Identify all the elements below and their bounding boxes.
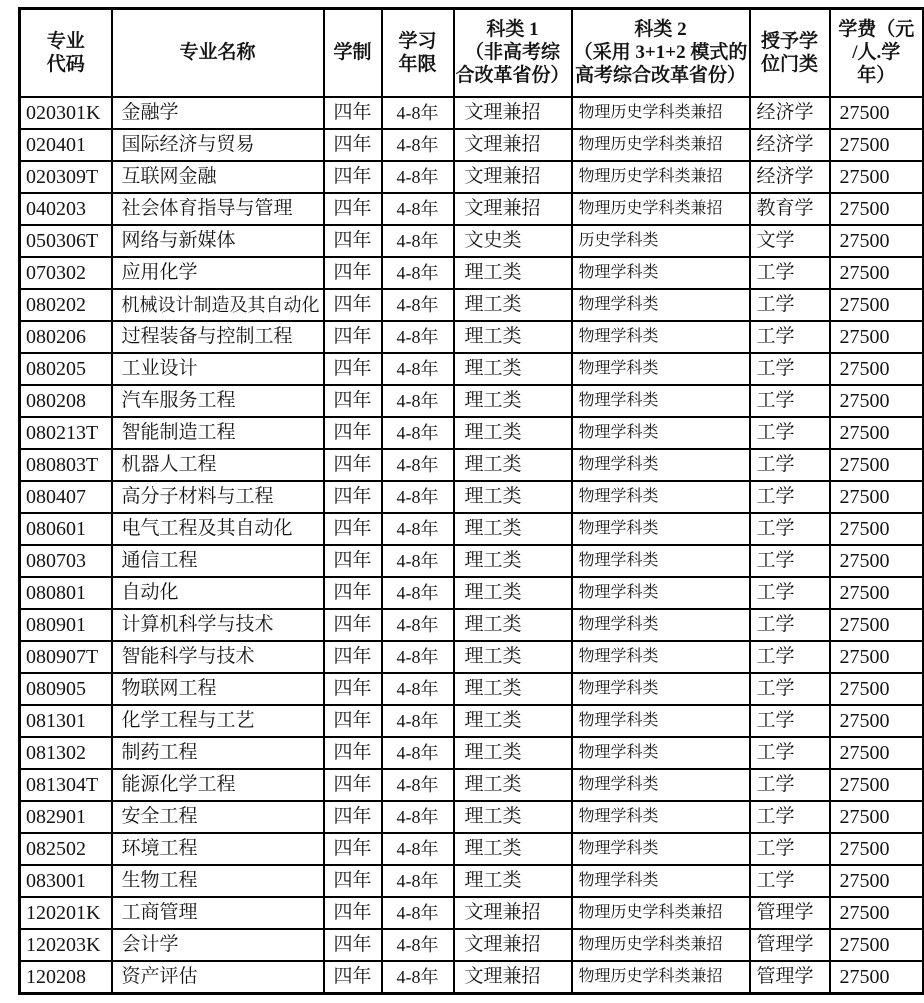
cell-degree: 工学 — [750, 321, 830, 353]
cell-degree: 工学 — [750, 833, 830, 865]
cell-years: 4-8年 — [382, 161, 454, 193]
cell-cat2: 物理学科类 — [572, 865, 750, 897]
cell-tuition: 27500 — [830, 897, 924, 929]
cell-code: 080901 — [20, 609, 112, 641]
header-line: 科类 2 — [634, 19, 687, 41]
cell-code: 080601 — [20, 513, 112, 545]
cell-name: 智能制造工程 — [112, 417, 324, 449]
cell-years: 4-8年 — [382, 673, 454, 705]
cell-code: 080205 — [20, 353, 112, 385]
cell-cat2: 物理学科类 — [572, 673, 750, 705]
cell-cat2: 物理学科类 — [572, 385, 750, 417]
cell-years: 4-8年 — [382, 833, 454, 865]
cell-degree: 工学 — [750, 289, 830, 321]
table-row — [20, 961, 924, 994]
cell-name: 通信工程 — [112, 545, 324, 577]
cell-degree: 教育学 — [750, 193, 830, 225]
cell-years: 4-8年 — [382, 225, 454, 257]
table-row — [20, 129, 924, 161]
cell-duration: 四年 — [324, 449, 382, 481]
header-line: 高考综合改革省份） — [574, 65, 746, 87]
cell-years: 4-8年 — [382, 449, 454, 481]
cell-tuition: 27500 — [830, 513, 924, 545]
cell-degree: 工学 — [750, 769, 830, 801]
cell-cat1: 理工类 — [454, 577, 572, 609]
cell-code: 020401 — [20, 129, 112, 161]
cell-degree: 工学 — [750, 641, 830, 673]
table-row — [20, 833, 924, 865]
cell-degree: 工学 — [750, 417, 830, 449]
cell-years: 4-8年 — [382, 769, 454, 801]
cell-duration: 四年 — [324, 577, 382, 609]
table-row — [20, 321, 924, 353]
cell-cat1: 理工类 — [454, 865, 572, 897]
cell-duration: 四年 — [324, 865, 382, 897]
header-line: （非高考综 — [464, 42, 560, 64]
cell-tuition: 27500 — [830, 193, 924, 225]
cell-name: 互联网金融 — [112, 161, 324, 193]
cell-degree: 工学 — [750, 801, 830, 833]
cell-code: 082901 — [20, 801, 112, 833]
table-header — [20, 9, 924, 97]
header-line: 科类 1 — [486, 19, 539, 41]
cell-name: 汽车服务工程 — [112, 385, 324, 417]
table-row — [20, 737, 924, 769]
cell-tuition: 27500 — [830, 737, 924, 769]
header-line: 年） — [857, 65, 896, 87]
cell-cat1: 理工类 — [454, 481, 572, 513]
cell-duration: 四年 — [324, 769, 382, 801]
cell-tuition: 27500 — [830, 321, 924, 353]
cell-years: 4-8年 — [382, 897, 454, 929]
cell-years: 4-8年 — [382, 481, 454, 513]
cell-tuition: 27500 — [830, 353, 924, 385]
cell-name: 智能科学与技术 — [112, 641, 324, 673]
header-line: 代码 — [46, 53, 85, 75]
cell-cat2: 物理历史学科类兼招 — [572, 897, 750, 929]
cell-cat1: 文史类 — [454, 225, 572, 257]
cell-name: 环境工程 — [112, 833, 324, 865]
cell-years: 4-8年 — [382, 385, 454, 417]
header-line: 授予学 — [760, 30, 818, 52]
cell-code: 081301 — [20, 705, 112, 737]
cell-tuition: 27500 — [830, 577, 924, 609]
cell-degree: 经济学 — [750, 97, 830, 129]
cell-code: 120203K — [20, 929, 112, 961]
cell-cat2: 物理学科类 — [572, 257, 750, 289]
cell-duration: 四年 — [324, 961, 382, 994]
cell-cat2: 物理学科类 — [572, 481, 750, 513]
cell-name: 应用化学 — [112, 257, 324, 289]
cell-years: 4-8年 — [382, 353, 454, 385]
cell-cat1: 文理兼招 — [454, 929, 572, 961]
cell-tuition: 27500 — [830, 961, 924, 994]
cell-tuition: 27500 — [830, 545, 924, 577]
cell-tuition: 27500 — [830, 481, 924, 513]
cell-name: 高分子材料与工程 — [112, 481, 324, 513]
cell-cat2: 物理学科类 — [572, 577, 750, 609]
cell-cat1: 理工类 — [454, 801, 572, 833]
cell-duration: 四年 — [324, 545, 382, 577]
cell-code: 083001 — [20, 865, 112, 897]
cell-duration: 四年 — [324, 353, 382, 385]
cell-degree: 工学 — [750, 385, 830, 417]
cell-name: 计算机科学与技术 — [112, 609, 324, 641]
cell-years: 4-8年 — [382, 321, 454, 353]
table-row — [20, 289, 924, 321]
cell-code: 120208 — [20, 961, 112, 994]
cell-tuition: 27500 — [830, 705, 924, 737]
cell-code: 082502 — [20, 833, 112, 865]
cell-code: 020309T — [20, 161, 112, 193]
cell-duration: 四年 — [324, 673, 382, 705]
cell-code: 080202 — [20, 289, 112, 321]
cell-cat2: 物理学科类 — [572, 801, 750, 833]
column-header-cat1 — [454, 9, 572, 97]
table-row — [20, 513, 924, 545]
cell-cat1: 理工类 — [454, 449, 572, 481]
cell-name: 电气工程及其自动化 — [112, 513, 324, 545]
cell-tuition: 27500 — [830, 865, 924, 897]
cell-duration: 四年 — [324, 257, 382, 289]
cell-years: 4-8年 — [382, 289, 454, 321]
cell-years: 4-8年 — [382, 929, 454, 961]
cell-code: 080208 — [20, 385, 112, 417]
column-header-code — [20, 9, 112, 97]
cell-cat1: 文理兼招 — [454, 97, 572, 129]
cell-degree: 工学 — [750, 353, 830, 385]
cell-years: 4-8年 — [382, 961, 454, 994]
cell-name: 能源化学工程 — [112, 769, 324, 801]
cell-cat2: 物理学科类 — [572, 321, 750, 353]
cell-name: 安全工程 — [112, 801, 324, 833]
table-row — [20, 385, 924, 417]
cell-cat1: 理工类 — [454, 705, 572, 737]
cell-degree: 工学 — [750, 545, 830, 577]
cell-cat1: 理工类 — [454, 353, 572, 385]
cell-years: 4-8年 — [382, 705, 454, 737]
cell-duration: 四年 — [324, 193, 382, 225]
cell-name: 制药工程 — [112, 737, 324, 769]
table-row — [20, 417, 924, 449]
header-line: （采用 3+1+2 模式的 — [573, 42, 748, 64]
cell-degree: 管理学 — [750, 897, 830, 929]
column-header-name — [112, 9, 324, 97]
cell-degree: 管理学 — [750, 929, 830, 961]
cell-cat2: 物理历史学科类兼招 — [572, 961, 750, 994]
cell-duration: 四年 — [324, 737, 382, 769]
cell-degree: 经济学 — [750, 129, 830, 161]
cell-cat1: 理工类 — [454, 321, 572, 353]
cell-cat1: 理工类 — [454, 641, 572, 673]
cell-code: 020301K — [20, 97, 112, 129]
table-row — [20, 801, 924, 833]
cell-duration: 四年 — [324, 705, 382, 737]
cell-name: 机器人工程 — [112, 449, 324, 481]
cell-tuition: 27500 — [830, 641, 924, 673]
cell-duration: 四年 — [324, 225, 382, 257]
cell-code: 080803T — [20, 449, 112, 481]
cell-cat1: 文理兼招 — [454, 897, 572, 929]
table-row — [20, 449, 924, 481]
cell-name: 金融学 — [112, 97, 324, 129]
cell-degree: 经济学 — [750, 161, 830, 193]
header-line: 年限 — [398, 53, 437, 75]
header-row — [20, 9, 924, 97]
cell-cat1: 文理兼招 — [454, 161, 572, 193]
cell-name: 工商管理 — [112, 897, 324, 929]
cell-cat1: 文理兼招 — [454, 193, 572, 225]
table-body — [20, 97, 924, 994]
cell-years: 4-8年 — [382, 801, 454, 833]
cell-years: 4-8年 — [382, 97, 454, 129]
majors-table — [18, 7, 924, 995]
cell-cat2: 物理学科类 — [572, 289, 750, 321]
cell-tuition: 27500 — [830, 161, 924, 193]
cell-tuition: 27500 — [830, 449, 924, 481]
cell-years: 4-8年 — [382, 129, 454, 161]
cell-tuition: 27500 — [830, 609, 924, 641]
cell-tuition: 27500 — [830, 929, 924, 961]
cell-code: 080907T — [20, 641, 112, 673]
cell-cat2: 物理历史学科类兼招 — [572, 129, 750, 161]
column-header-duration — [324, 9, 382, 97]
cell-cat2: 物理学科类 — [572, 769, 750, 801]
header-line: 位门类 — [760, 53, 818, 75]
cell-years: 4-8年 — [382, 609, 454, 641]
cell-years: 4-8年 — [382, 545, 454, 577]
cell-tuition: 27500 — [830, 673, 924, 705]
table-row — [20, 161, 924, 193]
cell-code: 080213T — [20, 417, 112, 449]
cell-tuition: 27500 — [830, 801, 924, 833]
cell-name: 化学工程与工艺 — [112, 705, 324, 737]
table-row — [20, 641, 924, 673]
cell-cat2: 物理历史学科类兼招 — [572, 161, 750, 193]
cell-tuition: 27500 — [830, 225, 924, 257]
table-row — [20, 673, 924, 705]
cell-name: 国际经济与贸易 — [112, 129, 324, 161]
cell-cat2: 物理学科类 — [572, 417, 750, 449]
cell-cat1: 文理兼招 — [454, 961, 572, 994]
cell-degree: 工学 — [750, 257, 830, 289]
cell-name: 工业设计 — [112, 353, 324, 385]
cell-code: 120201K — [20, 897, 112, 929]
cell-duration: 四年 — [324, 417, 382, 449]
cell-cat1: 理工类 — [454, 673, 572, 705]
cell-cat2: 历史学科类 — [572, 225, 750, 257]
cell-degree: 工学 — [750, 865, 830, 897]
cell-degree: 文学 — [750, 225, 830, 257]
cell-code: 081304T — [20, 769, 112, 801]
cell-cat1: 理工类 — [454, 609, 572, 641]
table-row — [20, 897, 924, 929]
column-header-degree — [750, 9, 830, 97]
column-header-years — [382, 9, 454, 97]
cell-degree: 工学 — [750, 737, 830, 769]
cell-years: 4-8年 — [382, 577, 454, 609]
cell-degree: 工学 — [750, 673, 830, 705]
cell-cat1: 文理兼招 — [454, 129, 572, 161]
header-line: /人.学 — [852, 42, 901, 64]
cell-name: 机械设计制造及其自动化 — [112, 289, 324, 321]
cell-cat2: 物理历史学科类兼招 — [572, 929, 750, 961]
cell-duration: 四年 — [324, 97, 382, 129]
table-row — [20, 545, 924, 577]
cell-cat2: 物理学科类 — [572, 705, 750, 737]
cell-tuition: 27500 — [830, 417, 924, 449]
cell-tuition: 27500 — [830, 769, 924, 801]
cell-duration: 四年 — [324, 481, 382, 513]
table-row — [20, 865, 924, 897]
table-row — [20, 225, 924, 257]
cell-years: 4-8年 — [382, 513, 454, 545]
table-row — [20, 609, 924, 641]
cell-duration: 四年 — [324, 833, 382, 865]
table-row — [20, 769, 924, 801]
cell-tuition: 27500 — [830, 129, 924, 161]
cell-cat2: 物理学科类 — [572, 449, 750, 481]
cell-degree: 工学 — [750, 449, 830, 481]
table-row — [20, 353, 924, 385]
cell-duration: 四年 — [324, 641, 382, 673]
cell-name: 物联网工程 — [112, 673, 324, 705]
cell-degree: 管理学 — [750, 961, 830, 994]
column-header-cat2 — [572, 9, 750, 97]
cell-cat2: 物理学科类 — [572, 833, 750, 865]
cell-duration: 四年 — [324, 161, 382, 193]
cell-tuition: 27500 — [830, 385, 924, 417]
cell-duration: 四年 — [324, 929, 382, 961]
header-line: 专业名称 — [179, 42, 256, 64]
cell-cat1: 理工类 — [454, 737, 572, 769]
table-row — [20, 97, 924, 129]
table-row — [20, 577, 924, 609]
cell-years: 4-8年 — [382, 193, 454, 225]
cell-code: 070302 — [20, 257, 112, 289]
cell-code: 081302 — [20, 737, 112, 769]
cell-tuition: 27500 — [830, 833, 924, 865]
cell-degree: 工学 — [750, 705, 830, 737]
cell-cat2: 物理学科类 — [572, 609, 750, 641]
cell-tuition: 27500 — [830, 257, 924, 289]
cell-cat1: 理工类 — [454, 513, 572, 545]
cell-cat2: 物理历史学科类兼招 — [572, 193, 750, 225]
cell-duration: 四年 — [324, 609, 382, 641]
cell-cat1: 理工类 — [454, 769, 572, 801]
cell-cat1: 理工类 — [454, 385, 572, 417]
header-line: 合改革省份） — [455, 65, 570, 87]
cell-cat2: 物理学科类 — [572, 353, 750, 385]
cell-cat2: 物理学科类 — [572, 545, 750, 577]
cell-name: 网络与新媒体 — [112, 225, 324, 257]
cell-cat1: 理工类 — [454, 257, 572, 289]
cell-years: 4-8年 — [382, 641, 454, 673]
cell-degree: 工学 — [750, 577, 830, 609]
cell-name: 资产评估 — [112, 961, 324, 994]
cell-degree: 工学 — [750, 481, 830, 513]
table-row — [20, 481, 924, 513]
cell-code: 080905 — [20, 673, 112, 705]
cell-cat2: 物理学科类 — [572, 737, 750, 769]
cell-duration: 四年 — [324, 513, 382, 545]
cell-years: 4-8年 — [382, 865, 454, 897]
header-line: 学制 — [333, 42, 372, 64]
header-line: 学费（元 — [838, 19, 915, 41]
header-line: 专业 — [46, 30, 85, 52]
cell-name: 自动化 — [112, 577, 324, 609]
header-line: 学习 — [398, 30, 437, 52]
cell-name: 社会体育指导与管理 — [112, 193, 324, 225]
cell-tuition: 27500 — [830, 289, 924, 321]
cell-years: 4-8年 — [382, 417, 454, 449]
cell-duration: 四年 — [324, 897, 382, 929]
cell-code: 050306T — [20, 225, 112, 257]
cell-degree: 工学 — [750, 609, 830, 641]
cell-duration: 四年 — [324, 385, 382, 417]
cell-cat1: 理工类 — [454, 289, 572, 321]
column-header-tuition — [830, 9, 924, 97]
cell-years: 4-8年 — [382, 737, 454, 769]
cell-name: 生物工程 — [112, 865, 324, 897]
cell-duration: 四年 — [324, 289, 382, 321]
cell-name: 会计学 — [112, 929, 324, 961]
cell-duration: 四年 — [324, 801, 382, 833]
cell-duration: 四年 — [324, 129, 382, 161]
cell-cat2: 物理历史学科类兼招 — [572, 97, 750, 129]
cell-code: 080801 — [20, 577, 112, 609]
cell-tuition: 27500 — [830, 97, 924, 129]
cell-cat1: 理工类 — [454, 417, 572, 449]
cell-name: 过程装备与控制工程 — [112, 321, 324, 353]
cell-code: 080407 — [20, 481, 112, 513]
table-row — [20, 193, 924, 225]
cell-degree: 工学 — [750, 513, 830, 545]
cell-cat2: 物理学科类 — [572, 513, 750, 545]
table-row — [20, 257, 924, 289]
cell-cat2: 物理学科类 — [572, 641, 750, 673]
cell-cat1: 理工类 — [454, 833, 572, 865]
cell-code: 080703 — [20, 545, 112, 577]
table-row — [20, 705, 924, 737]
cell-years: 4-8年 — [382, 257, 454, 289]
cell-cat1: 理工类 — [454, 545, 572, 577]
cell-code: 040203 — [20, 193, 112, 225]
table-row — [20, 929, 924, 961]
cell-code: 080206 — [20, 321, 112, 353]
cell-duration: 四年 — [324, 321, 382, 353]
